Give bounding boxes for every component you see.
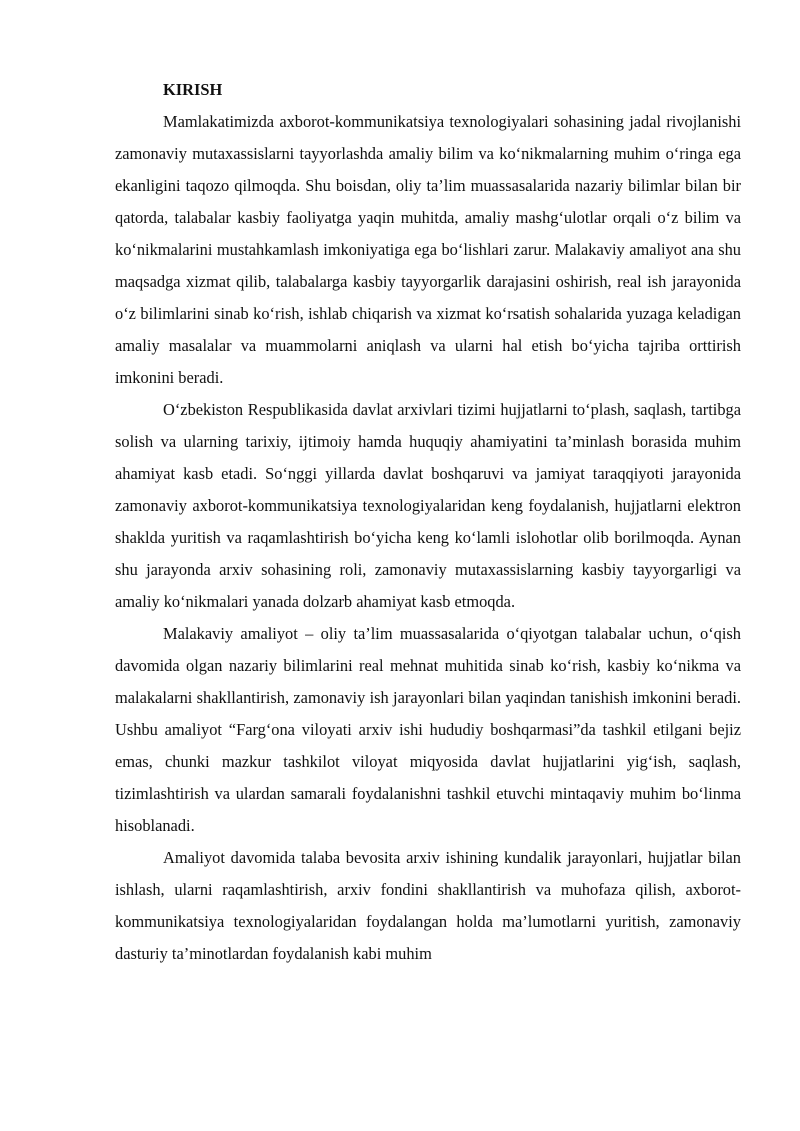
paragraph-1: Mamlakatimizda axborot-kommunikatsiya texnologiyalari sohasining jadal rivojlanishi zamonaviy mutaxassislarni tayyorlashda amaliy bilim va ko‘nikmalarning muhim o‘ringa ega ekanligini taqozo qilmoqda. Shu boisdan, oliy ta’lim muassasalarida nazariy bilimlar bilan bir qatorda, talabalar kasbiy faoliyatga yaqin muhitda, amaliy mashg‘ulotlar orqali o‘z bilim va ko‘nikmalarini mustahkamlash imkoniyatiga ega bo‘lishlari zarur. Malakaviy amaliyot ana shu maqsadga xizmat qilib, talabalarga kasbiy tayyorgarlik darajasini oshirish, real ish jarayonida o‘z bilimlarini sinab ko‘rish, ishlab chiqarish va xizmat ko‘rsatish sohalarida yuzaga keladigan amaliy masalalar va muammolarni aniqlash va ularni hal etish bo‘yicha tajriba orttirish imkonini beradi. (115, 112, 741, 387)
document-body (115, 74, 741, 970)
paragraph-3: Malakaviy amaliyot – oliy ta’lim muassasalarida o‘qiyotgan talabalar uchun, o‘qish davomida olgan nazariy bilimlarini real mehnat muhitida sinab ko‘rish, kasbiy ko‘nikma va malakalarni shakllantirish, zamonaviy ish jarayonlari bilan yaqindan tanishish imkonini beradi. Ushbu amaliyot “Farg‘ona viloyati arxiv ishi hududiy boshqarmasi”da tashkil etilgani bejiz emas, chunki mazkur tashkilot viloyat miqyosida davlat hujjatlarini yig‘ish, saqlash, tizimlashtirish va ulardan samarali foydalanishni tashkil etuvchi mintaqaviy muhim bo‘linma hisoblanadi. (115, 624, 741, 835)
paragraph-4: Amaliyot davomida talaba bevosita arxiv ishining kundalik jarayonlari, hujjatlar bilan ishlash, ularni raqamlashtirish, arxiv fondini shakllantirish va muhofaza qilish, axborot-kommunikatsiya texnologiyalaridan foydalangan holda ma’lumotlarni yuritish, zamonaviy dasturiy ta’minotlardan foydalanish kabi muhim (115, 848, 741, 963)
paragraph-2: O‘zbekiston Respublikasida davlat arxivlari tizimi hujjatlarni to‘plash, saqlash, tartibga solish va ularning tarixiy, ijtimoiy hamda huquqiy ahamiyatini ta’minlash borasida muhim ahamiyat kasb etadi. So‘nggi yillarda davlat boshqaruvi va jamiyat taraqqiyoti jarayonida zamonaviy axborot-kommunikatsiya texnologiyalaridan keng foydalanish, hujjatlarni elektron shaklda yuritish va raqamlashtirish bo‘yicha keng ko‘lamli islohotlar olib borilmoqda. Aynan shu jarayonda arxiv sohasining roli, zamonaviy mutaxassislarning kasbiy tayyorgarligi va amaliy ko‘nikmalari yanada dolzarb ahamiyat kasb etmoqda. (115, 400, 741, 611)
section-heading: KIRISH (163, 80, 223, 99)
